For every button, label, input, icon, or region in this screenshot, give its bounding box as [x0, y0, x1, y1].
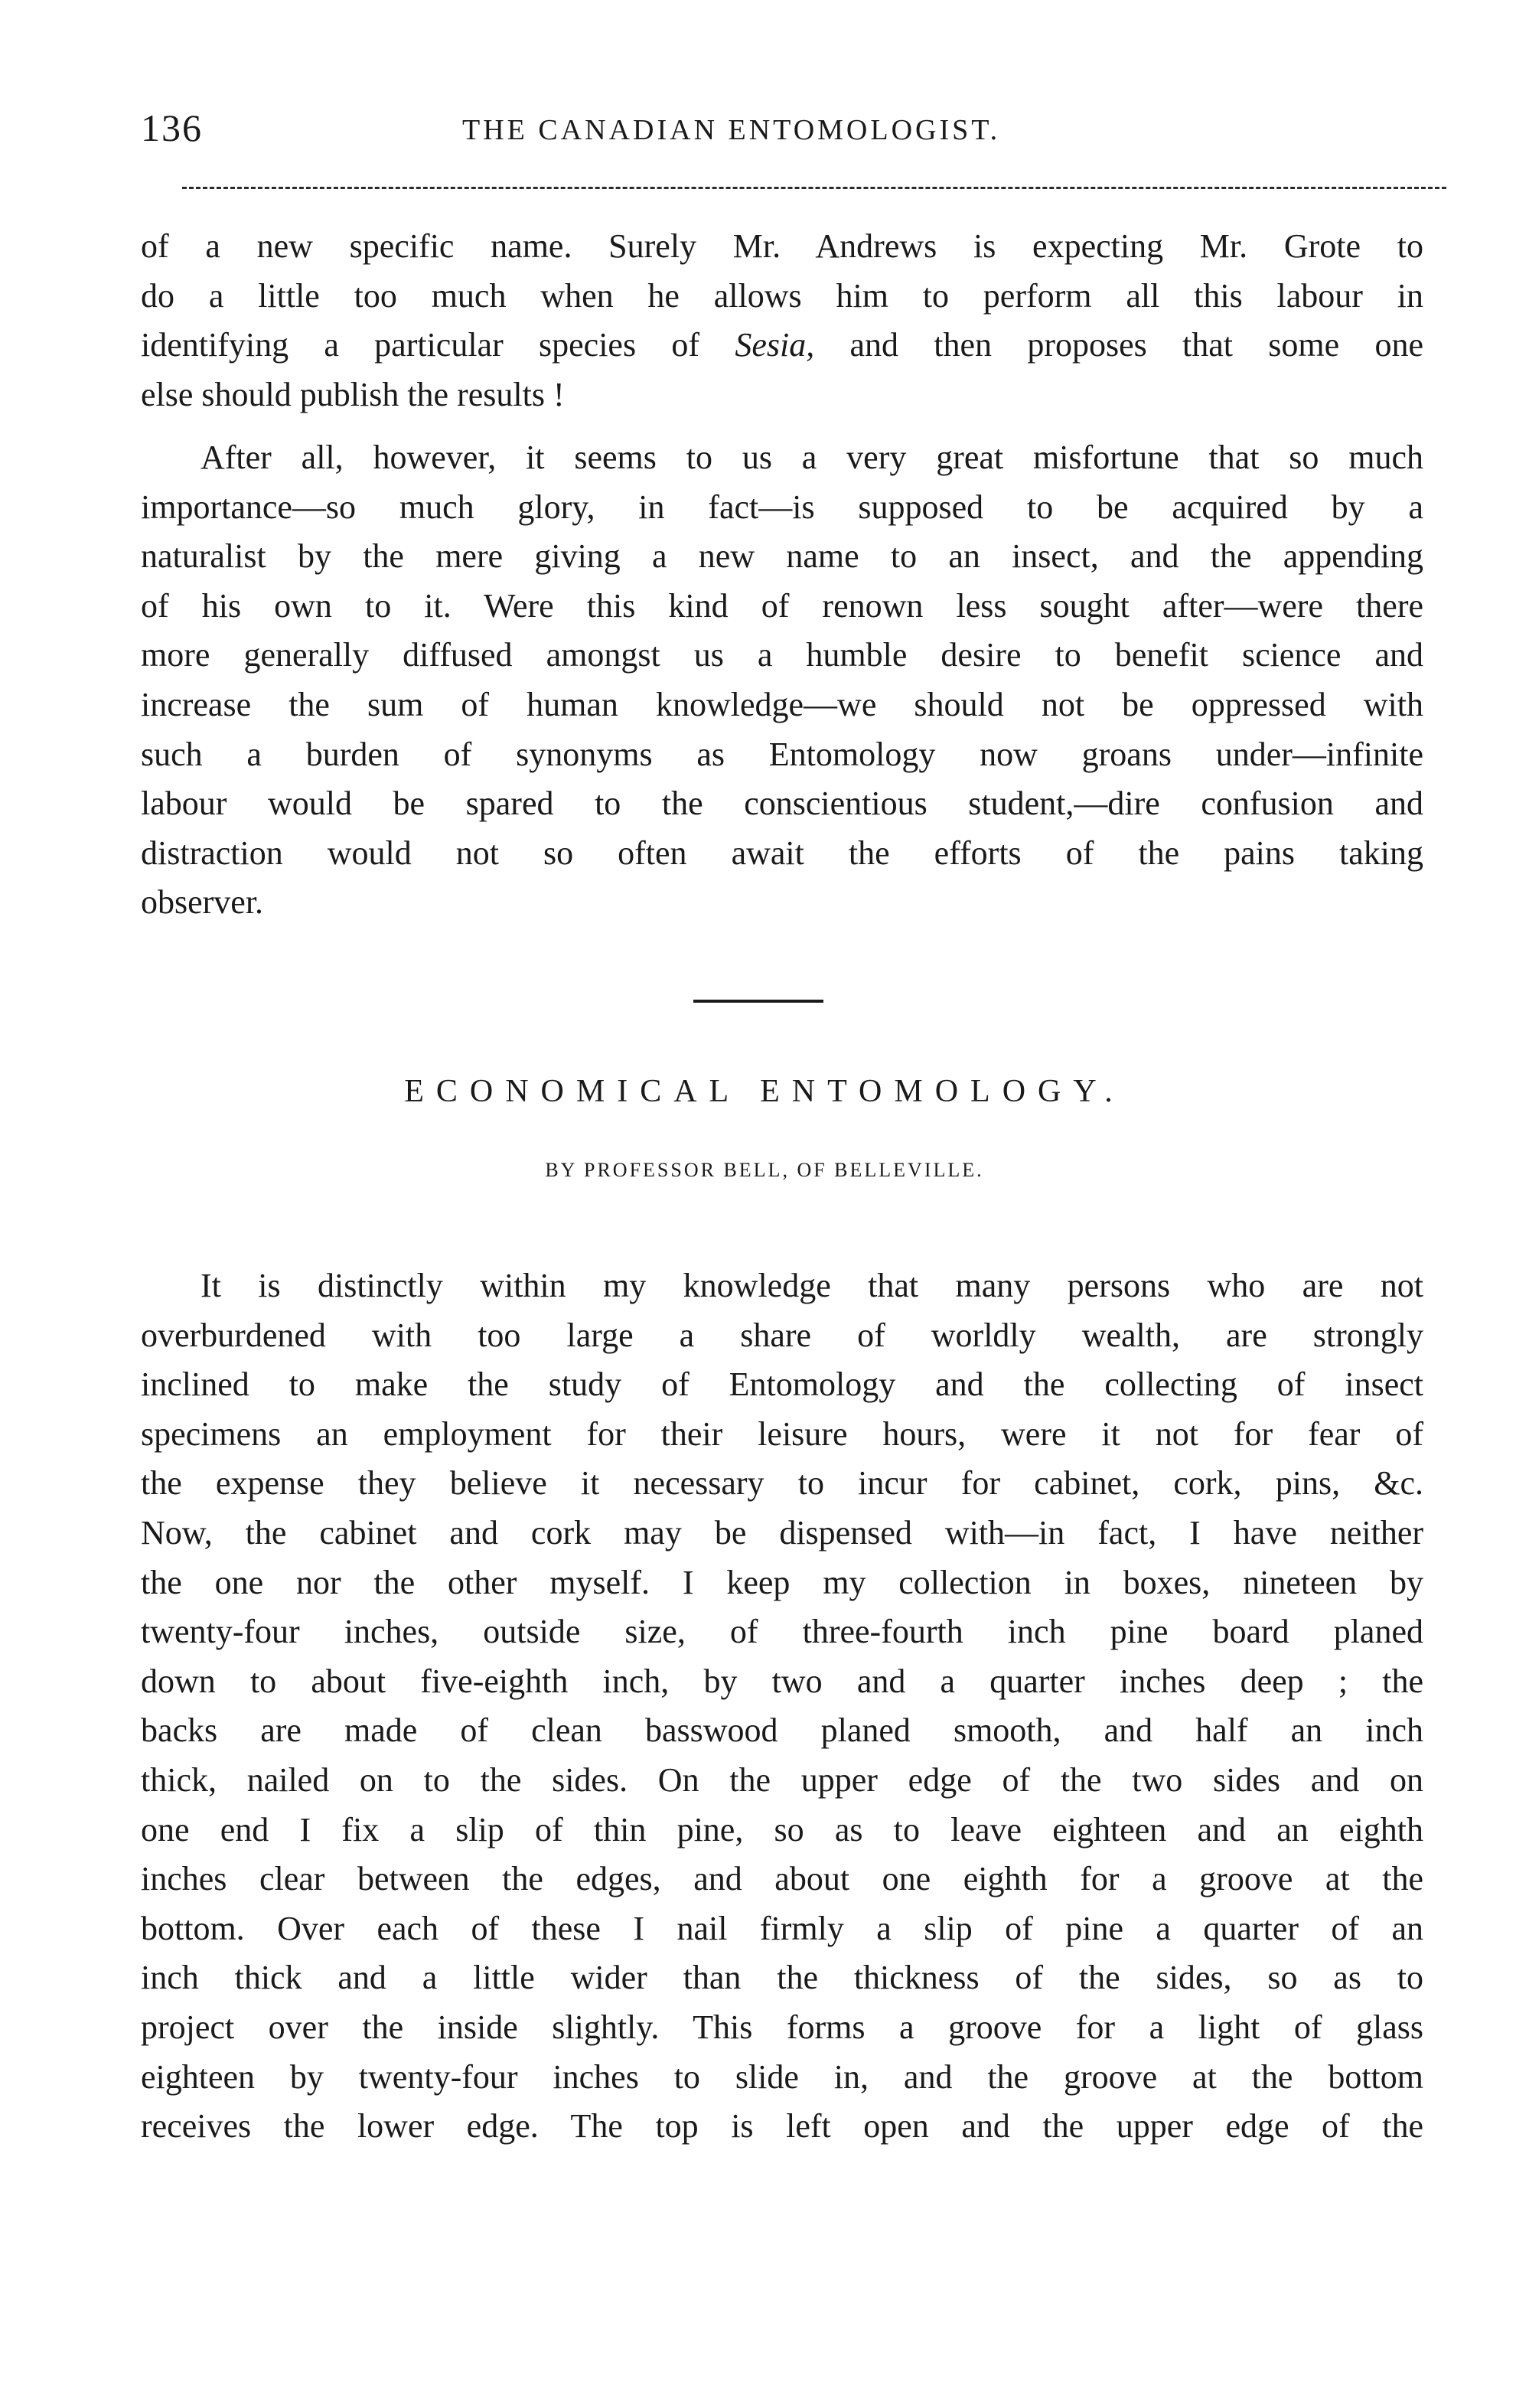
paragraph-article: [141, 1261, 1423, 2152]
page-header: [141, 106, 1426, 159]
text-line: inclined to make the study of Entomology and the collecting of insect: [141, 1366, 1423, 1404]
text-line: naturalist by the mere giving a new name to an insect, and the appending: [141, 537, 1423, 576]
text-line: inches clear between the edges, and about one eighth for a groove at the: [141, 1860, 1423, 1898]
text-line: more generally diffused amongst us a humble desire to benefit science and: [141, 636, 1423, 674]
text-line: of his own to it. Were this kind of renown less sought after—were there: [141, 586, 1423, 625]
text-line: receives the lower edge. The top is left open and the upper edge of the: [141, 2107, 1423, 2145]
text-line: eighteen by twenty-four inches to slide in, and the groove at the bottom: [141, 2057, 1423, 2096]
text-line: bottom. Over each of these I nail firmly a slip of pine a quarter of an: [141, 1909, 1423, 1947]
text-line: backs are made of clean basswood planed smooth, and half an inch: [141, 1711, 1423, 1750]
text-line: project over the inside slightly. This forms a groove for a light of glass: [141, 2008, 1423, 2046]
section-rule: [693, 1000, 823, 1003]
text-line: labour would be spared to the conscientious student,—dire confusion and: [141, 785, 1423, 823]
text-line: overburdened with too large a share of worldly wealth, are strongly: [141, 1316, 1423, 1354]
text-line: twenty-four inches, outside size, of three-fourth inch pine board planed: [141, 1613, 1423, 1651]
text-line: such a burden of synonyms as Entomology now groans under—infinite: [141, 735, 1423, 773]
text-line: [141, 321, 1423, 370]
text-line: observer.: [141, 883, 264, 922]
section-title: ECONOMICAL ENTOMOLOGY.: [404, 1074, 1125, 1109]
text-line: After all, however, it seems to us a very great misfortune that so much: [200, 439, 1423, 476]
text-line: down to about five-eighth inch, by two and a quarter inches deep ; the: [141, 1662, 1423, 1700]
text-line: specimens an employment for their leisure hours, were it not for fear of: [141, 1414, 1423, 1453]
text-span: and then proposes that some one: [814, 326, 1423, 364]
page-number: 136: [141, 106, 203, 149]
text-line: thick, nailed on to the sides. On the upper edge of the two sides and on: [141, 1760, 1423, 1799]
text-line: the expense they believe it necessary to incur for cabinet, cork, pins, &c.: [141, 1464, 1423, 1503]
running-title: THE CANADIAN ENTOMOLOGIST.: [462, 114, 1001, 146]
text-line: It is distinctly within my knowledge that many persons who are not: [200, 1267, 1423, 1304]
species-name: Sesia,: [735, 326, 815, 364]
text-line: inch thick and a little wider than the thickness of the sides, so as to: [141, 1959, 1423, 1997]
paragraph-after-all: [141, 433, 1423, 928]
text-line: increase the sum of human knowledge—we should not be oppressed with: [141, 685, 1423, 723]
text-line: Now, the cabinet and cork may be dispensed with—in fact, I have neither: [141, 1513, 1423, 1551]
paragraph-continued: [141, 222, 1423, 419]
text-line: else should publish the results !: [141, 375, 565, 413]
text-line: distraction would not so often await the efforts of the pains taking: [141, 834, 1423, 872]
text-line: importance—so much glory, in fact—is supposed to be acquired by a: [141, 488, 1423, 526]
text-line: do a little too much when he allows him to perform all this labour in: [141, 276, 1423, 315]
text-line: one end I fix a slip of thin pine, so as to leave eighteen and an eighth: [141, 1810, 1423, 1848]
text-line: of a new specific name. Surely Mr. Andrews is expecting Mr. Grote to: [141, 227, 1423, 265]
text-line: the one nor the other myself. I keep my collection in boxes, nineteen by: [141, 1563, 1423, 1601]
author-byline: BY PROFESSOR BELL, OF BELLEVILLE.: [545, 1159, 984, 1181]
text-span: identifying a particular species of: [141, 326, 735, 364]
header-rule: [182, 187, 1446, 189]
